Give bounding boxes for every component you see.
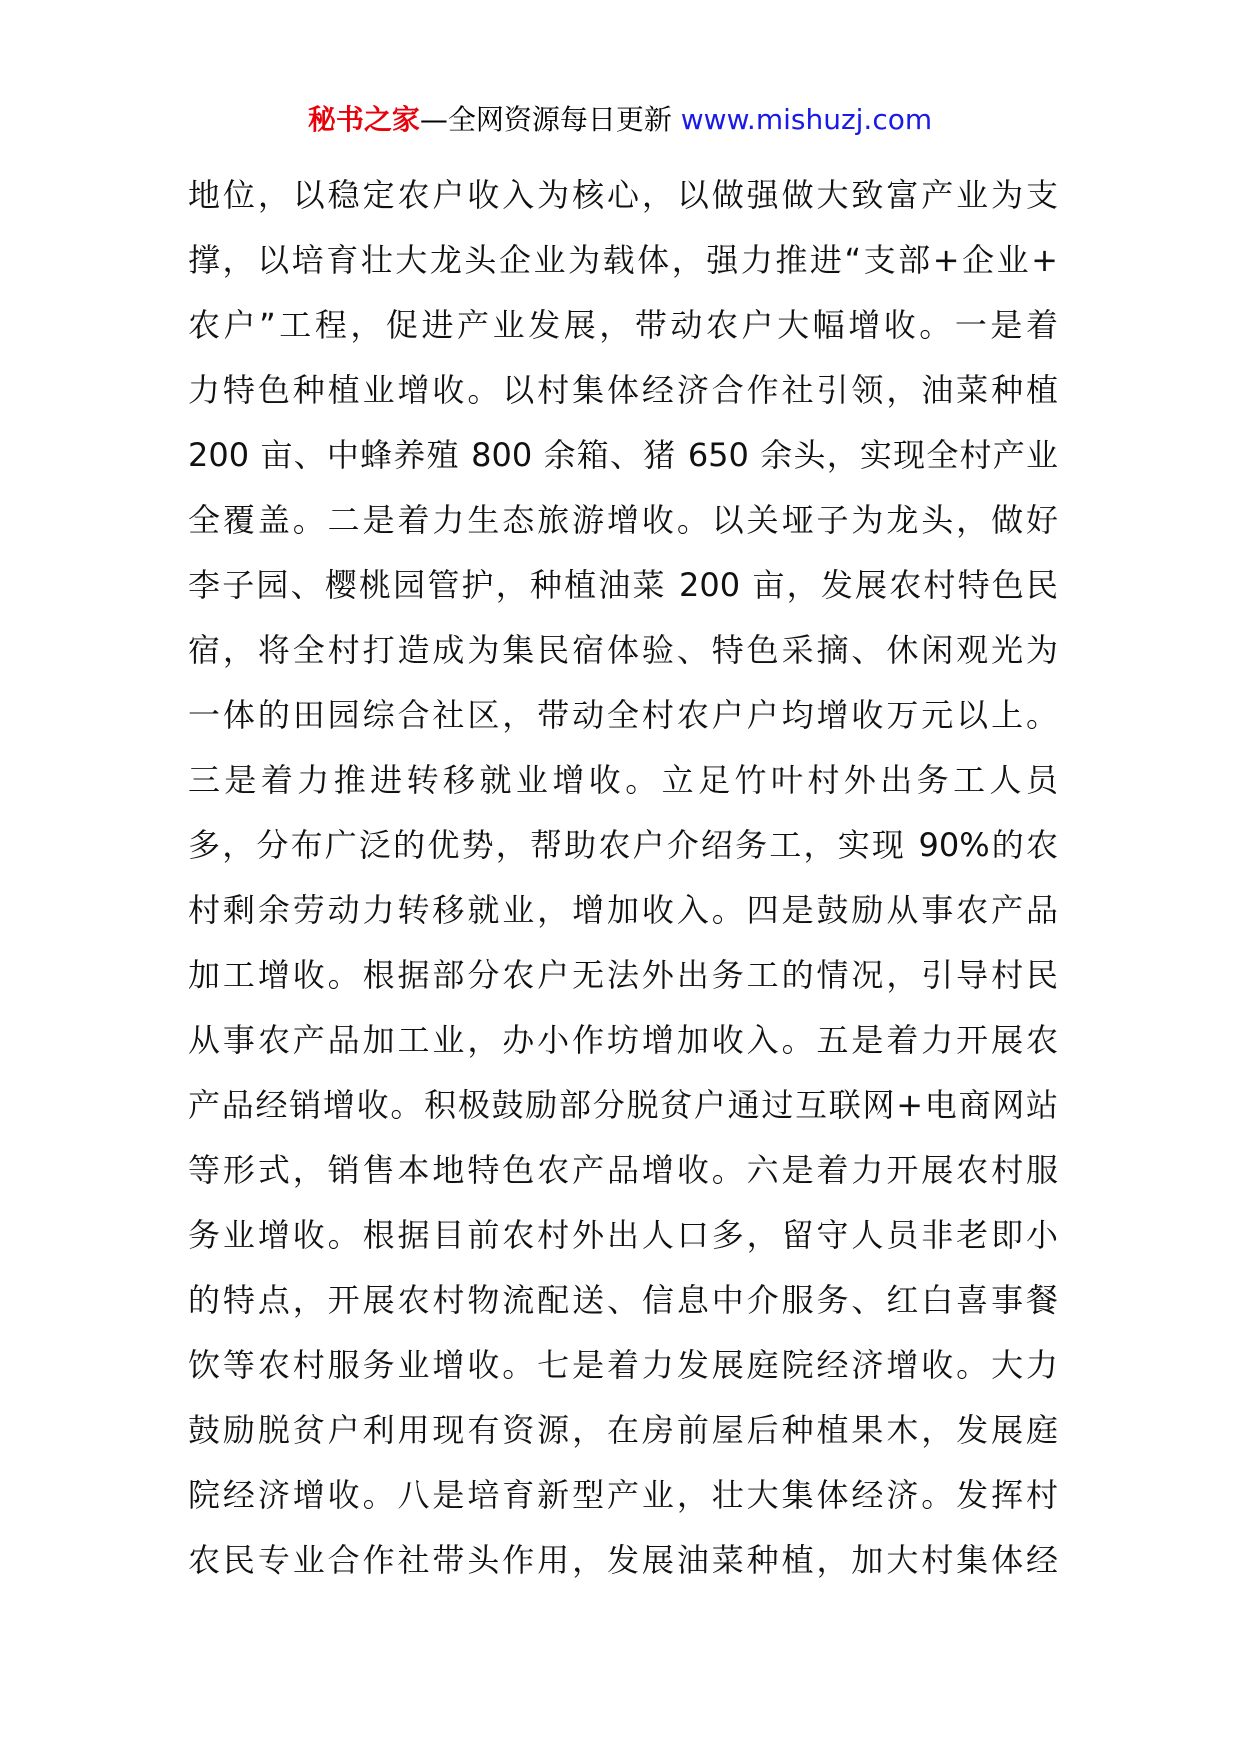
text-line: 加工增收。根据部分农户无法外出务工的情况，引导村民 [188, 956, 1058, 994]
text-line: 200 亩、中蜂养殖 800 余箱、猪 650 余头，实现全村产业 [188, 436, 1058, 474]
text-line: 等形式，销售本地特色农产品增收。六是着力开展农村服 [188, 1151, 1058, 1189]
text-line: 一体的田园综合社区，带动全村农户户均增收万元以上。 [188, 696, 1058, 734]
text-line: 宿，将全村打造成为集民宿体验、特色采摘、休闲观光为 [188, 631, 1058, 669]
text-line: 鼓励脱贫户利用现有资源，在房前屋后种植果木，发展庭 [188, 1411, 1058, 1449]
body-paragraph [188, 163, 1058, 1593]
text-line: 饮等农村服务业增收。七是着力发展庭院经济增收。大力 [188, 1346, 1058, 1384]
text-line: 村剩余劳动力转移就业，增加收入。四是鼓励从事农产品 [188, 891, 1058, 929]
text-line: 李子园、樱桃园管护，种植油菜 200 亩，发展农村特色民 [188, 566, 1058, 604]
text-line: 撑，以培育壮大龙头企业为载体，强力推进“支部+企业+ [188, 241, 1058, 279]
header-slogan: —全网资源每日更新 [419, 103, 681, 136]
text-line: 的特点，开展农村物流配送、信息中介服务、红白喜事餐 [188, 1281, 1058, 1319]
text-line: 务业增收。根据目前农村外出人口多，留守人员非老即小 [188, 1216, 1058, 1254]
text-line: 地位，以稳定农户收入为核心，以做强做大致富产业为支 [188, 176, 1058, 214]
header-url-link[interactable]: www.mishuzj.com [680, 103, 933, 136]
text-line: 三是着力推进转移就业增收。立足竹叶村外出务工人员 [188, 761, 1058, 799]
watermark-header [0, 100, 1240, 140]
text-line: 农民专业合作社带头作用，发展油菜种植，加大村集体经 [188, 1541, 1058, 1579]
text-line: 从事农产品加工业，办小作坊增加收入。五是着力开展农 [188, 1021, 1058, 1059]
text-line: 产品经销增收。积极鼓励部分脱贫户通过互联网+电商网站 [188, 1086, 1058, 1124]
text-line: 农户”工程，促进产业发展，带动农户大幅增收。一是着 [188, 306, 1058, 344]
header-brand: 秘书之家 [307, 103, 420, 136]
text-line: 全覆盖。二是着力生态旅游增收。以关垭子为龙头，做好 [188, 501, 1058, 539]
text-line: 院经济增收。八是培育新型产业，壮大集体经济。发挥村 [188, 1476, 1058, 1514]
text-line: 力特色种植业增收。以村集体经济合作社引领，油菜种植 [188, 371, 1058, 409]
text-line: 多，分布广泛的优势，帮助农户介绍务工，实现 90%的农 [188, 826, 1058, 864]
